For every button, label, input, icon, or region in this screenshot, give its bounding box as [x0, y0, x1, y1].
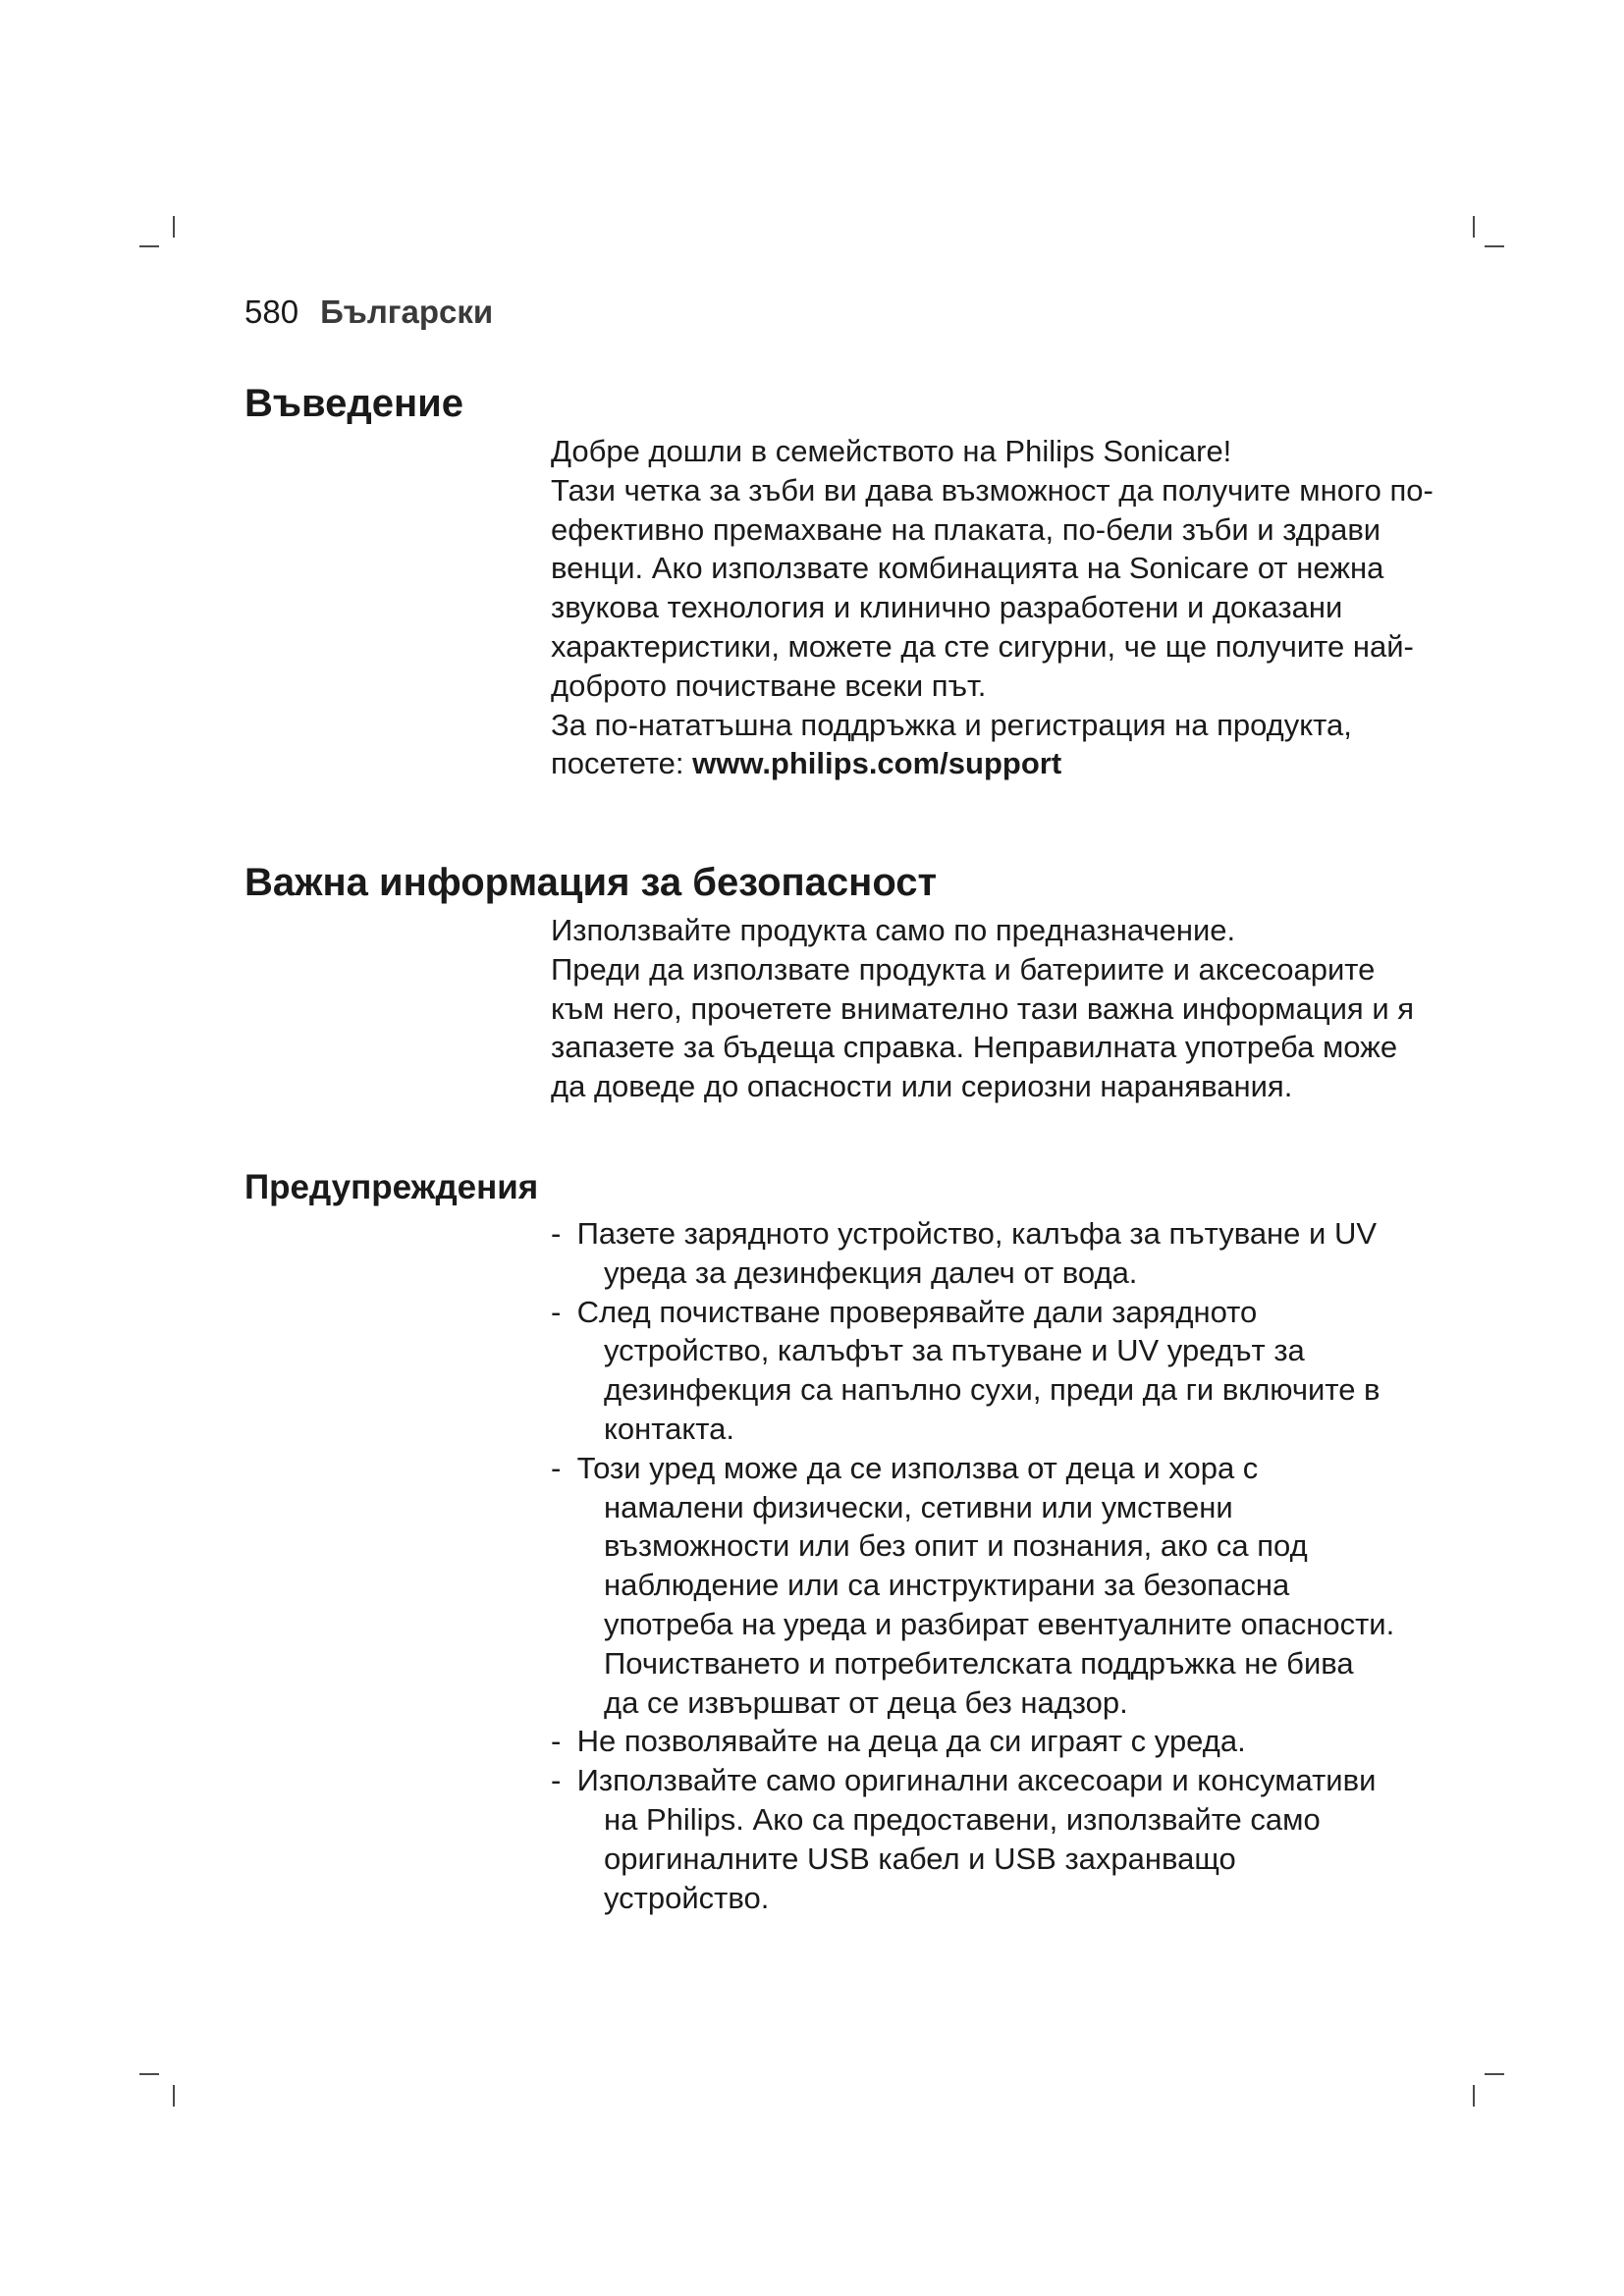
introduction-paragraph: Добре дошли в семейството на Philips Sonicare! — [551, 434, 1232, 468]
page-header — [244, 291, 493, 334]
crop-mark-bottom-right-v — [1473, 2085, 1475, 2107]
crop-mark-top-left-h — [139, 245, 159, 247]
warning-item — [551, 1761, 1395, 1917]
safety-paragraph: Преди да използвате продукта и батериите и аксесоарите към него, прочетете внимателно тази важна информация и я запазете за бъдеща справка. Неправилната употреба може да доведе до опасности или сериозни наранявания. — [551, 951, 1415, 1104]
warning-text: След почистване проверявайте дали зарядното устройство, калъфът за пътуване и UV уредът за дезинфекция са напълно сухи, преди да ги включите в контакта. — [576, 1294, 1380, 1446]
safety-body — [551, 911, 1435, 1106]
crop-mark-bottom-right-h — [1485, 2073, 1504, 2075]
support-text: За по-нататъшна поддръжка и регистрация на продукта, посетете: — [551, 707, 1352, 781]
warnings-list — [551, 1214, 1395, 1917]
introduction-paragraph: Тази четка за зъби ви дава възможност да получите много по-ефективно премахване на плаката, по-бели зъби и здрави венци. Ако използвате комбинацията на Sonicare от нежна звукова технология и клинично разработени и доказани характеристики, можете да сте сигурни, че ще получите най-доброто почистване всеки път. — [551, 472, 1434, 703]
language-label: Български — [320, 294, 494, 330]
list-bullet: - — [551, 1216, 562, 1251]
page-number: 580 — [244, 294, 299, 330]
list-bullet: - — [551, 1294, 562, 1329]
crop-mark-top-left-v — [173, 216, 175, 238]
crop-mark-top-right-h — [1485, 245, 1504, 247]
list-bullet: - — [551, 1450, 562, 1485]
list-bullet: - — [551, 1763, 562, 1798]
warning-text: Този уред може да се използва от деца и хора с намалени физически, сетивни или умствени възможности или без опит и познания, ако са под наблюдение или са инструктирани за безопасна употреба на уреда и разбират евентуалните опасности. Почистването и потребителската поддръжка не бива да се извършват от деца без надзор. — [576, 1450, 1395, 1720]
warning-item — [551, 1293, 1395, 1449]
safety-heading: Важна информация за безопасност — [244, 861, 938, 904]
warning-text: Не позволявайте на деца да си играят с уреда. — [576, 1724, 1246, 1759]
warning-item — [551, 1722, 1395, 1761]
warning-text: Пазете зарядното устройство, калъфа за пътуване и UV уреда за дезинфекция далеч от вода. — [576, 1216, 1378, 1290]
crop-mark-bottom-left-h — [139, 2073, 159, 2075]
introduction-body — [551, 432, 1435, 783]
warning-item — [551, 1214, 1395, 1293]
warnings-heading: Предупреждения — [244, 1168, 539, 1206]
support-paragraph — [551, 706, 1435, 784]
crop-mark-bottom-left-v — [173, 2085, 175, 2107]
introduction-heading: Въведение — [244, 382, 463, 425]
warning-text: Използвайте само оригинални аксесоари и консумативи на Philips. Ако са предоставени, използвайте само оригиналните USB кабел и USB захранващо устройство. — [576, 1763, 1377, 1915]
warning-item — [551, 1449, 1395, 1723]
safety-paragraph: Използвайте продукта само по предназначение. — [551, 913, 1236, 947]
crop-mark-top-right-v — [1473, 216, 1475, 238]
list-bullet: - — [551, 1724, 562, 1759]
support-url-link[interactable]: www.philips.com/support — [692, 746, 1062, 781]
